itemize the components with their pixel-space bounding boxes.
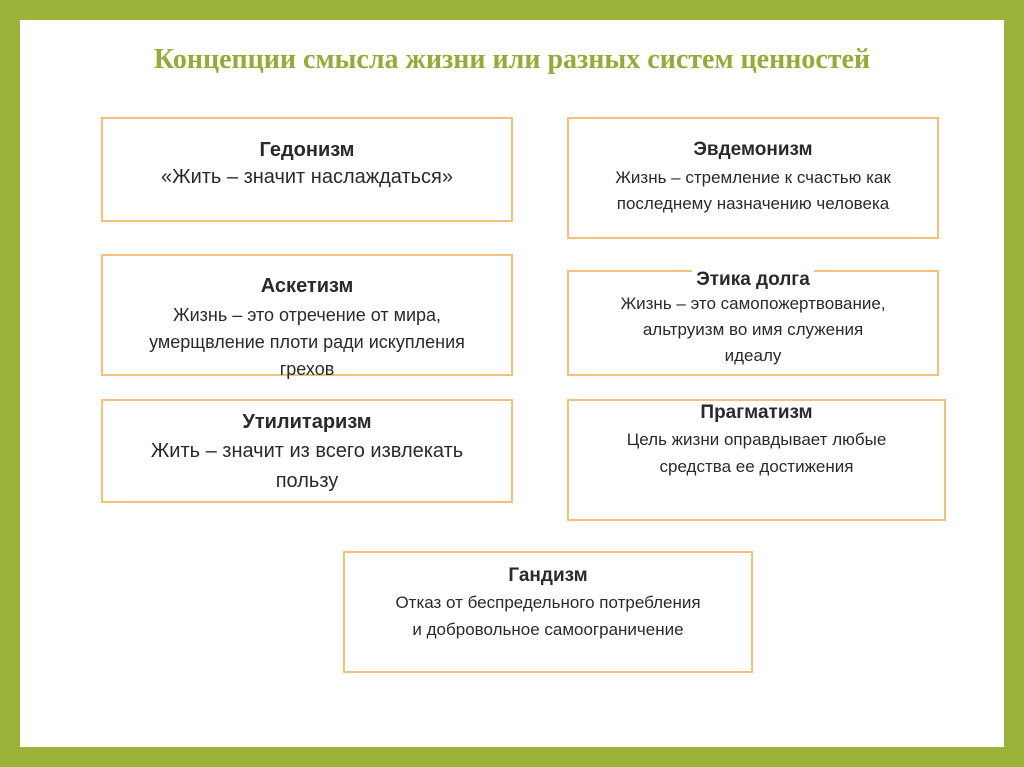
slide-title: Концепции смысла жизни или разных систем ценностей xyxy=(153,44,871,75)
concept-description xyxy=(569,165,937,217)
description-line: пользу xyxy=(275,470,339,492)
description-line: Отказ от беспредельного потребления xyxy=(395,593,701,612)
concept-name: Этика долга xyxy=(692,269,814,291)
concept-description xyxy=(345,589,751,643)
description-line: средства ее достижения xyxy=(659,457,854,476)
concept-description xyxy=(103,302,511,383)
description-line: последнему назначению человека xyxy=(616,194,890,213)
concept-name: Гедонизм xyxy=(259,139,355,161)
concept-description xyxy=(569,426,944,480)
concept-box-utilitarianism xyxy=(101,399,513,503)
concept-box-asceticism xyxy=(101,254,513,379)
description-line: и добровольное самоограничение xyxy=(412,620,684,639)
concept-name: Гандизм xyxy=(508,565,588,586)
description-line: Жизнь – стремление к счастью как xyxy=(615,168,891,187)
description-line: идеалу xyxy=(724,346,782,365)
concept-description xyxy=(103,436,511,496)
description-line: грехов xyxy=(279,359,335,379)
description-line: Цель жизни оправдывает любые xyxy=(626,430,887,449)
concept-box-duty-ethics xyxy=(567,270,939,376)
description-line: умерщвление плоти ради искупления xyxy=(149,332,465,352)
description-line: «Жить – значит наслаждаться» xyxy=(160,166,453,188)
concept-name: Эвдемонизм xyxy=(693,139,813,160)
concept-box-eudaemonism xyxy=(567,117,939,239)
description-line: Жить – значит из всего извлекать xyxy=(150,440,464,462)
concept-name: Аскетизм xyxy=(260,275,354,297)
concept-box-hedonism xyxy=(101,117,513,222)
concept-description xyxy=(103,166,511,189)
description-line: альтруизм во имя служения xyxy=(642,320,864,339)
description-line: Жизнь – это отречение от мира, xyxy=(172,305,442,325)
description-line: Жизнь – это самопожертвование, xyxy=(620,294,886,313)
concept-description xyxy=(569,291,937,369)
concept-box-pragmatism xyxy=(567,399,946,521)
concept-name: Прагматизм xyxy=(700,402,813,423)
concept-box-gandhism xyxy=(343,551,753,673)
slide xyxy=(20,20,1004,747)
concept-name: Утилитаризм xyxy=(242,411,372,433)
